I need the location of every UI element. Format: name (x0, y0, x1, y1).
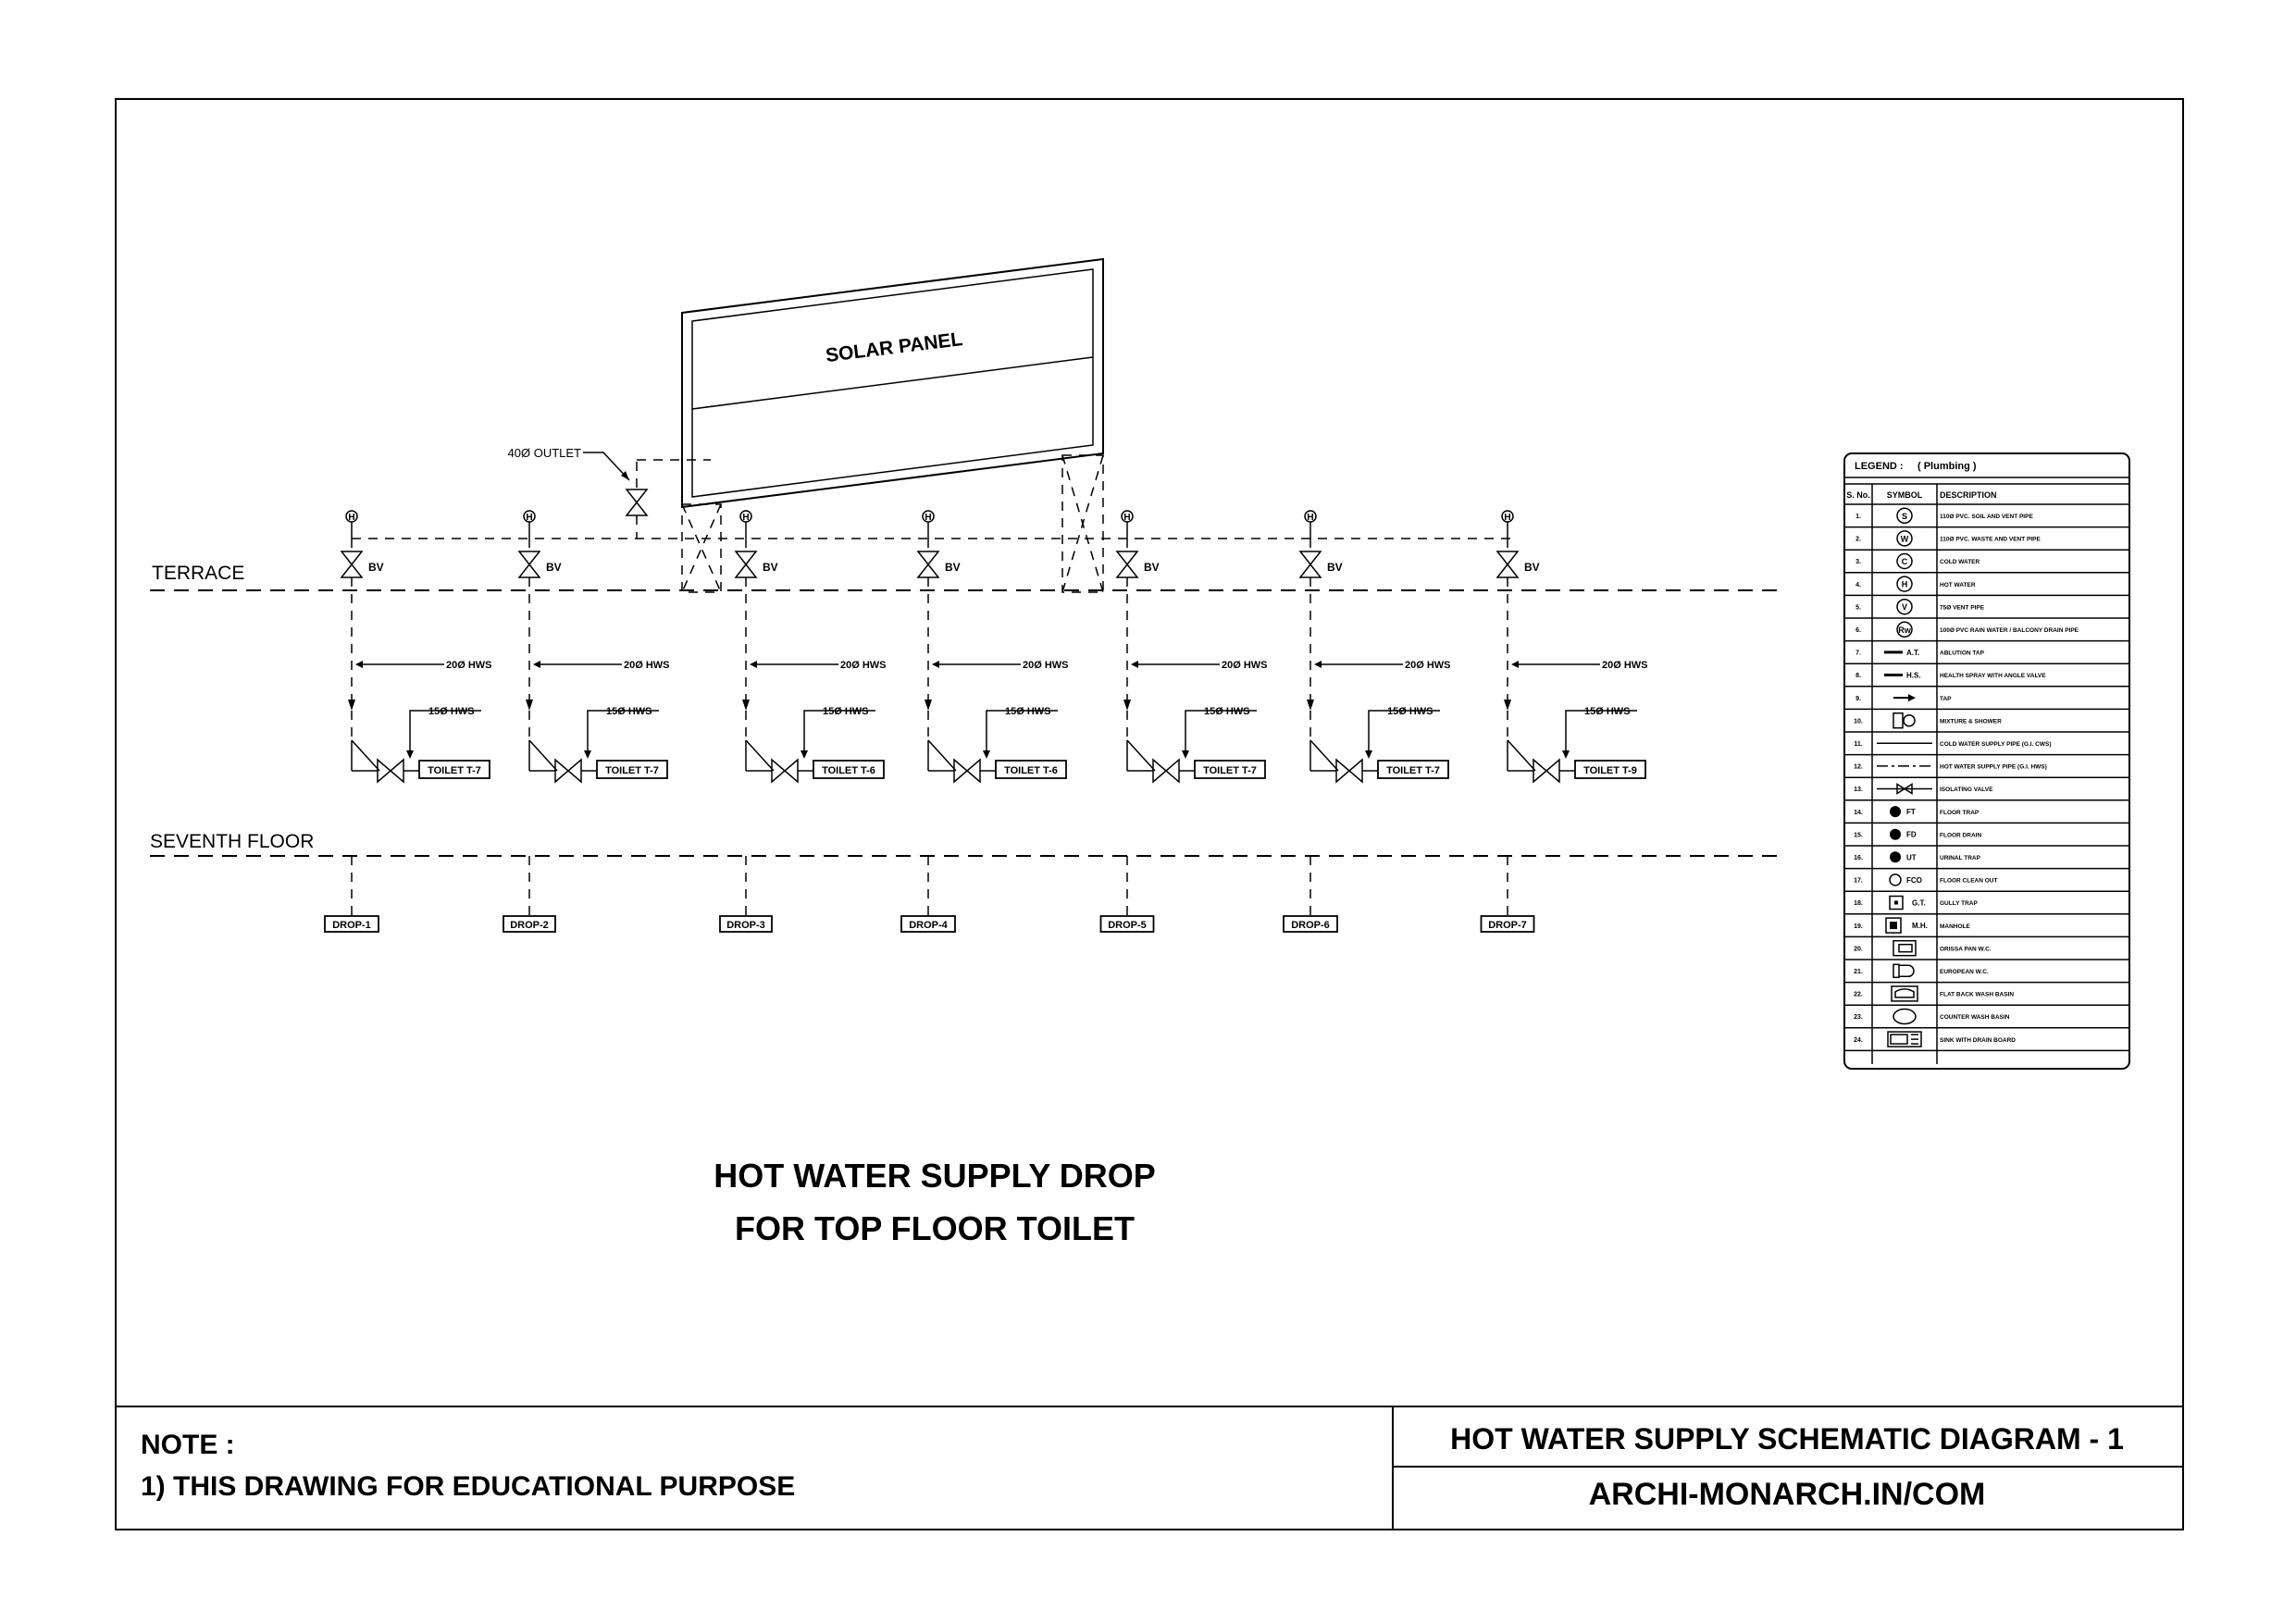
ball-valve-icon (1497, 551, 1518, 577)
valve-label: BV (1327, 561, 1343, 574)
legend-row-number: 22. (1854, 991, 1863, 998)
legend-row-number: 10. (1854, 718, 1863, 725)
legend-row-description: FLOOR DRAIN (1940, 832, 1982, 839)
svg-text:H: H (348, 513, 355, 523)
drop-assemblies (325, 511, 1648, 932)
legend-row-description: 75Ø VENT PIPE (1940, 604, 1985, 612)
legend-symbol-icon (1877, 785, 1932, 794)
legend-row-number: 24. (1854, 1036, 1863, 1044)
valve-label: BV (763, 561, 778, 574)
svg-text:FT: FT (1906, 808, 1916, 817)
hot-water-symbol (524, 511, 535, 523)
legend-row-number: 4. (1855, 581, 1861, 588)
hws-20-label: 20Ø HWS (1023, 660, 1069, 671)
legend-symbol-icon (1893, 964, 1914, 977)
drop-assembly (1284, 511, 1451, 932)
legend-symbol-icon (1897, 508, 1912, 523)
hws-15-label: 15Ø HWS (1204, 706, 1250, 717)
seventh-floor-label: SEVENTH FLOOR (150, 831, 315, 852)
sheet-title: HOT WATER SUPPLY SCHEMATIC DIAGRAM - 1 (1450, 1422, 2124, 1456)
drop-assembly (1482, 511, 1648, 932)
svg-text:UT: UT (1906, 853, 1917, 862)
legend-row-number: 16. (1854, 855, 1863, 861)
hws-15-label: 15Ø HWS (428, 706, 475, 717)
legend-row-description: COLD WATER SUPPLY PIPE (G.I. CWS) (1940, 741, 2052, 748)
hws-15-label: 15Ø HWS (606, 706, 652, 717)
legend-symbol-icon (1890, 897, 1926, 910)
legend-row-description: MANHOLE (1940, 923, 1970, 930)
legend-row-number: 14. (1854, 809, 1863, 816)
ball-valve-icon (736, 551, 756, 577)
note-text: 1) THIS DRAWING FOR EDUCATIONAL PURPOSE (141, 1471, 796, 1502)
hot-water-symbol (346, 511, 357, 523)
svg-text:H: H (1504, 513, 1511, 523)
legend-symbol-icon (1888, 1032, 1921, 1047)
drop-label: DROP-5 (1108, 920, 1147, 931)
legend-row-number: 17. (1854, 877, 1863, 885)
svg-text:FD: FD (1906, 830, 1917, 839)
legend-subtitle: ( Plumbing ) (1917, 461, 1977, 472)
legend-row (1844, 1010, 2129, 1028)
legend-row-description: FLAT BACK WASH BASIN (1940, 991, 2015, 998)
drop-assembly (720, 511, 887, 932)
legend-row (1844, 918, 2129, 936)
legend-row-number: 8. (1855, 673, 1861, 680)
isolating-valve-icon (772, 760, 798, 782)
toilet-label: TOILET T-6 (1004, 765, 1058, 776)
legend (1844, 453, 2129, 1069)
diagram-title-line-1: HOT WATER SUPPLY DROP (714, 1157, 1156, 1195)
legend-header-description: DESCRIPTION (1940, 490, 1997, 500)
legend-row (1844, 964, 2129, 982)
legend-symbol-icon (1893, 1010, 1916, 1024)
legend-row-number: 1. (1855, 514, 1861, 520)
drop-assembly (503, 511, 670, 932)
svg-text:FCO: FCO (1906, 875, 1922, 885)
valve-label: BV (1144, 561, 1160, 574)
hws-20-label: 20Ø HWS (1405, 660, 1451, 671)
hot-water-symbol (1502, 511, 1513, 523)
legend-row (1844, 851, 2129, 868)
legend-row (1844, 508, 2129, 527)
legend-symbol-icon (1897, 531, 1912, 546)
website-label: ARCHI-MONARCH.IN/COM (1588, 1477, 1986, 1512)
svg-text:H.S.: H.S. (1906, 671, 1921, 680)
legend-row-description: SINK WITH DRAIN BOARD (1940, 1036, 2016, 1044)
legend-row-description: GULLY TRAP (1940, 900, 1978, 908)
outlet-label: 40Ø OUTLET (507, 446, 581, 460)
hws-20-label: 20Ø HWS (1222, 660, 1268, 671)
toilet-label: TOILET T-7 (605, 765, 659, 776)
legend-row-number: 20. (1854, 946, 1863, 953)
svg-text:V: V (1901, 602, 1908, 613)
hws-15-label: 15Ø HWS (823, 706, 869, 717)
isolating-valve-icon (954, 760, 980, 782)
legend-row-number: 2. (1855, 536, 1861, 543)
terrace-label: TERRACE (152, 563, 245, 584)
ball-valve-icon (341, 551, 362, 577)
svg-text:C: C (1901, 557, 1908, 566)
legend-row-number: 9. (1855, 695, 1861, 702)
legend-symbol-icon (1890, 829, 1917, 840)
svg-text:H: H (1901, 579, 1908, 589)
legend-row-number: 18. (1854, 900, 1863, 908)
valve-label: BV (1524, 561, 1540, 574)
ball-valve-icon (1300, 551, 1321, 577)
legend-row-description: HOT WATER SUPPLY PIPE (G.I. HWS) (1940, 763, 2047, 771)
svg-text:W: W (1900, 534, 1909, 544)
outlet-valve (508, 446, 711, 539)
ball-valve-icon (918, 551, 938, 577)
svg-text:M.H.: M.H. (1912, 922, 1928, 931)
legend-symbol-icon (1893, 713, 1915, 728)
legend-symbol-icon (1897, 554, 1912, 569)
hot-water-symbol (740, 511, 751, 523)
drop-label: DROP-4 (909, 920, 948, 931)
legend-row (1844, 764, 2129, 778)
svg-text:H: H (1307, 513, 1314, 523)
legend-symbol-icon (1897, 576, 1912, 591)
svg-text:H: H (925, 513, 932, 523)
hws-15-label: 15Ø HWS (1387, 706, 1433, 717)
legend-row (1844, 874, 2129, 891)
legend-row-number: 11. (1854, 741, 1863, 748)
legend-row (1844, 622, 2129, 640)
ball-valve-icon (519, 551, 540, 577)
hws-20-label: 20Ø HWS (446, 660, 492, 671)
hws-15-label: 15Ø HWS (1005, 706, 1051, 717)
toilet-label: TOILET T-6 (822, 765, 875, 776)
legend-symbol-icon (1890, 806, 1916, 817)
hws-20-label: 20Ø HWS (624, 660, 670, 671)
legend-row (1844, 672, 2129, 687)
ball-valve-icon (1117, 551, 1137, 577)
legend-row-description: TAP (1940, 695, 1952, 702)
legend-row-number: 6. (1855, 627, 1861, 634)
legend-row (1844, 600, 2129, 618)
legend-row-description: FLOOR TRAP (1940, 809, 1980, 816)
svg-text:A.T.: A.T. (1906, 648, 1920, 657)
isolating-valve-icon (1533, 760, 1559, 782)
legend-header-symbol: SYMBOL (1886, 490, 1923, 500)
hws-15-label: 15Ø HWS (1584, 706, 1631, 717)
hws-20-label: 20Ø HWS (840, 660, 887, 671)
valve-label: BV (546, 561, 562, 574)
legend-symbol-icon (1897, 600, 1912, 614)
legend-row-description: COUNTER WASH BASIN (1940, 1014, 2010, 1022)
legend-header-no: S. No. (1846, 490, 1870, 500)
svg-text:H: H (526, 513, 533, 523)
hws-20-label: 20Ø HWS (1602, 660, 1648, 671)
legend-row (1844, 829, 2129, 846)
legend-title: LEGEND : (1855, 461, 1904, 472)
legend-row-description: HEALTH SPRAY WITH ANGLE VALVE (1940, 673, 2046, 680)
drop-label: DROP-1 (332, 920, 371, 931)
legend-symbol-icon (1893, 694, 1916, 701)
drop-assembly (325, 511, 492, 932)
legend-row-number: 5. (1855, 604, 1861, 612)
drop-assembly (1101, 511, 1268, 932)
svg-text:G.T.: G.T. (1912, 898, 1926, 908)
legend-row-number: 19. (1854, 923, 1863, 930)
legend-row (1844, 531, 2129, 550)
legend-row-description: 110Ø PVC. WASTE AND VENT PIPE (1940, 536, 2041, 543)
isolating-valve-icon (1336, 760, 1362, 782)
drop-label: DROP-2 (510, 920, 549, 931)
drop-label: DROP-7 (1488, 920, 1527, 931)
legend-row (1844, 576, 2129, 595)
legend-row-number: 23. (1854, 1014, 1863, 1022)
legend-symbol-icon (1897, 622, 1912, 637)
svg-text:S: S (1901, 511, 1908, 521)
legend-row (1844, 806, 2129, 823)
legend-symbol-icon (1890, 851, 1917, 862)
legend-row-description: COLD WATER (1940, 559, 1980, 566)
legend-row (1844, 713, 2129, 732)
svg-text:H: H (742, 513, 750, 523)
legend-row (1844, 986, 2129, 1005)
legend-row-number: 13. (1854, 787, 1863, 794)
legend-symbol-icon (1886, 918, 1928, 933)
legend-row-number: 21. (1854, 969, 1863, 975)
legend-row-number: 12. (1854, 763, 1863, 771)
diagram-title-line-2: FOR TOP FLOOR TOILET (734, 1209, 1136, 1247)
toilet-label: TOILET T-7 (1203, 765, 1257, 776)
hot-water-symbol (923, 511, 934, 523)
title-block (116, 1406, 2183, 1530)
legend-row-description: MIXTURE & SHOWER (1940, 718, 2002, 725)
legend-symbol-icon (1884, 649, 1919, 657)
toilet-label: TOILET T-9 (1583, 765, 1637, 776)
legend-row-description: 100Ø PVC RAIN WATER / BALCONY DRAIN PIPE (1940, 627, 2079, 634)
drop-label: DROP-6 (1291, 920, 1330, 931)
legend-row (1844, 941, 2129, 960)
legend-row (1844, 897, 2129, 914)
svg-text:Rw: Rw (1898, 625, 1911, 635)
legend-row (1844, 785, 2129, 800)
legend-row-description: EUROPEAN W.C. (1940, 969, 1989, 975)
legend-row (1844, 694, 2129, 709)
sheet-border (116, 99, 2183, 1530)
legend-row-description: HOT WATER (1940, 581, 1976, 588)
valve-label: BV (368, 561, 384, 574)
drop-assembly (901, 511, 1069, 932)
legend-row (1844, 1032, 2129, 1050)
legend-row (1844, 554, 2129, 573)
isolating-valve-icon (1153, 760, 1179, 782)
drop-label: DROP-3 (726, 920, 765, 931)
legend-row (1844, 649, 2129, 663)
hot-water-symbol (1305, 511, 1316, 523)
valve-label: BV (945, 561, 961, 574)
legend-row (1844, 741, 2129, 755)
legend-symbol-icon (1893, 941, 1916, 956)
legend-row-number: 15. (1854, 832, 1863, 839)
legend-row-description: 110Ø PVC. SOIL AND VENT PIPE (1940, 514, 2033, 520)
svg-text:H: H (1123, 513, 1131, 523)
note-heading: NOTE : (141, 1430, 235, 1460)
legend-symbol-icon (1890, 874, 1922, 886)
solar-panel-label: SOLAR PANEL (824, 328, 964, 367)
hot-water-symbol (1122, 511, 1133, 523)
isolating-valve-icon (378, 760, 403, 782)
legend-symbol-icon (1884, 672, 1921, 680)
legend-row-description: ABLUTION TAP (1940, 650, 1984, 657)
toilet-label: TOILET T-7 (428, 765, 481, 776)
legend-row-description: ISOLATING VALVE (1940, 787, 1993, 794)
legend-row-number: 7. (1855, 650, 1861, 657)
legend-row-description: ORISSA PAN W.C. (1940, 946, 1992, 953)
toilet-label: TOILET T-7 (1386, 765, 1440, 776)
legend-row-description: FLOOR CLEAN OUT (1940, 877, 1998, 885)
isolating-valve-icon (555, 760, 581, 782)
legend-row-number: 3. (1855, 559, 1861, 566)
legend-row-description: URINAL TRAP (1940, 855, 1980, 861)
legend-symbol-icon (1892, 986, 1917, 1001)
